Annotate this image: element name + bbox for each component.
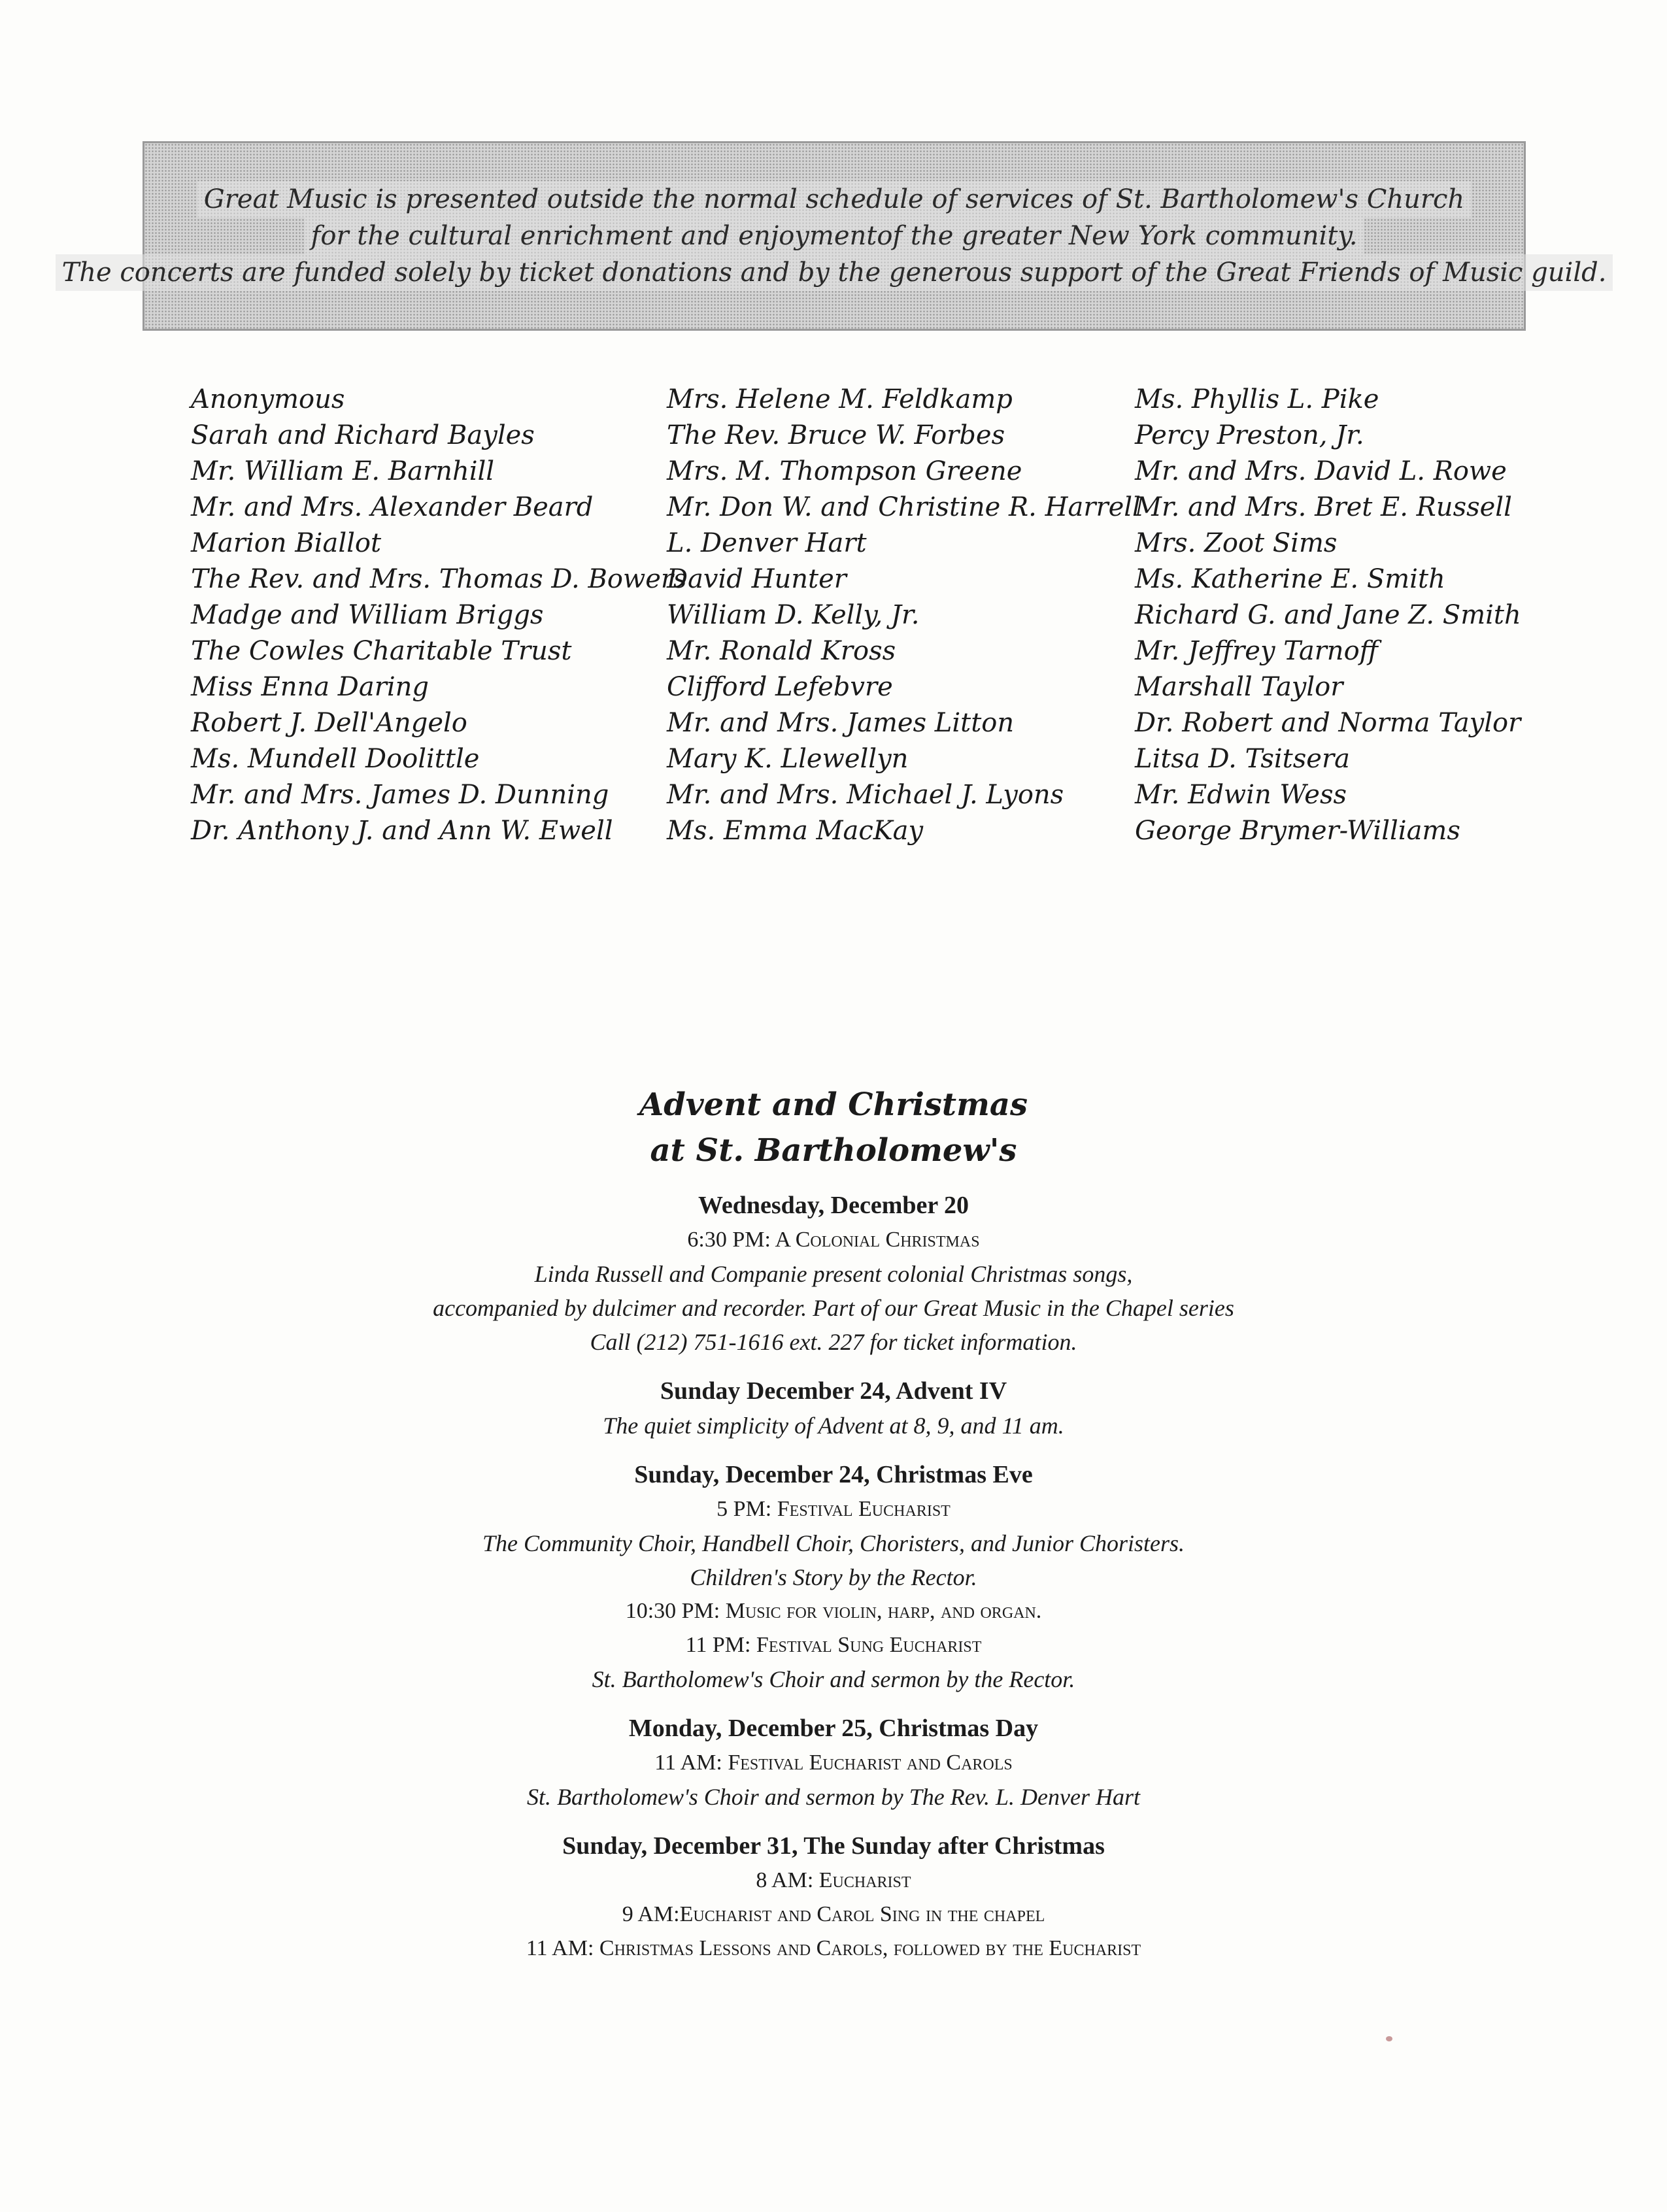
event-heading: Sunday, December 31, The Sunday after Christmas (562, 1832, 1105, 1860)
donor-name: Marion Biallot (191, 528, 382, 558)
donor-name: Mr. Edwin Wess (1135, 780, 1347, 810)
donor-name: Ms. Emma MacKay (667, 816, 924, 846)
event-line: 11 AM: Christmas Lessons and Carols, followed by the Eucharist (526, 1936, 1141, 1960)
banner-line-1: Great Music is presented outside the normal schedule of services of St. Bartholomew's Church (197, 181, 1471, 218)
event-line: 10:30 PM: Music for violin, harp, and organ. (625, 1599, 1042, 1623)
event-line: 5 PM: Festival Eucharist (716, 1497, 951, 1521)
donor-name: Mr. and Mrs. Alexander Beard (191, 492, 594, 522)
event-heading: Monday, December 25, Christmas Day (628, 1715, 1039, 1742)
donor-name: Mr. Don W. and Christine R. Harrell (667, 492, 1141, 522)
event-line: accompanied by dulcimer and recorder. Part of our Great Music in the Chapel series (433, 1295, 1234, 1321)
donor-name: Percy Preston, Jr. (1135, 420, 1364, 450)
donor-name: The Rev. Bruce W. Forbes (667, 420, 1005, 450)
donor-name: The Cowles Charitable Trust (191, 636, 572, 666)
donor-name: Mr. William E. Barnhill (191, 456, 495, 486)
donor-name: George Brymer-Williams (1135, 816, 1460, 846)
donor-column-3 (1135, 382, 1521, 849)
donor-name: Ms. Katherine E. Smith (1135, 564, 1445, 594)
donor-name: Dr. Anthony J. and Ann W. Ewell (191, 816, 613, 846)
donor-name: William D. Kelly, Jr. (667, 600, 920, 630)
event-line: 11 AM: Festival Eucharist and Carols (654, 1751, 1013, 1775)
event-line: 8 AM: Eucharist (756, 1868, 911, 1892)
donor-name: Marshall Taylor (1135, 672, 1343, 702)
donor-name: Mrs. M. Thompson Greene (667, 456, 1022, 486)
donor-name: Mary K. Llewellyn (667, 744, 909, 774)
event-line: St. Bartholomew's Choir and sermon by The Rev. L. Denver Hart (527, 1784, 1140, 1810)
schedule-subtitle: at St. Bartholomew's (650, 1132, 1017, 1169)
event-heading: Sunday December 24, Advent IV (660, 1377, 1007, 1405)
event-line: 9 AM:Eucharist and Carol Sing in the chapel (622, 1902, 1045, 1926)
donor-name: Mr. and Mrs. James Litton (667, 708, 1015, 738)
great-music-banner (61, 141, 1607, 331)
event-line: Call (212) 751-1616 ext. 227 for ticket information. (590, 1329, 1077, 1355)
event-heading: Wednesday, December 20 (698, 1192, 969, 1219)
donor-column-2 (667, 382, 1141, 849)
donor-name: Mr. Jeffrey Tarnoff (1135, 636, 1378, 666)
donor-name: L. Denver Hart (667, 528, 867, 558)
donor-name: Mrs. Helene M. Feldkamp (667, 384, 1013, 414)
event-line: The Community Choir, Handbell Choir, Choristers, and Junior Choristers. (482, 1530, 1185, 1556)
donor-name: Richard G. and Jane Z. Smith (1135, 600, 1521, 630)
donor-name: Mr. and Mrs. Bret E. Russell (1135, 492, 1512, 522)
event-heading: Sunday, December 24, Christmas Eve (634, 1461, 1033, 1488)
event-mon-dec-25 (0, 1711, 1667, 1814)
donor-name: Litsa D. Tsitsera (1135, 744, 1350, 774)
donor-name: The Rev. and Mrs. Thomas D. Bowers (191, 564, 687, 594)
event-sun-dec-24-advent (0, 1373, 1667, 1443)
donor-name: Ms. Phyllis L. Pike (1135, 384, 1379, 414)
event-sun-dec-31 (0, 1828, 1667, 1966)
donor-name: Mr. Ronald Kross (667, 636, 896, 666)
donor-name: David Hunter (667, 564, 847, 594)
donor-name: Miss Enna Daring (191, 672, 429, 702)
event-line: Children's Story by the Rector. (690, 1564, 977, 1590)
donor-name: Mr. and Mrs. David L. Rowe (1135, 456, 1507, 486)
donor-name: Madge and William Briggs (191, 600, 544, 630)
donor-column-1 (191, 382, 687, 849)
donor-name: Robert J. Dell'Angelo (191, 708, 467, 738)
donor-name: Mr. and Mrs. James D. Dunning (191, 780, 609, 810)
donor-name: Dr. Robert and Norma Taylor (1135, 708, 1521, 738)
donor-name: Ms. Mundell Doolittle (191, 744, 480, 774)
schedule-title: Advent and Christmas (639, 1086, 1028, 1123)
event-line: The quiet simplicity of Advent at 8, 9, and 11 am. (603, 1413, 1064, 1439)
event-line: 6:30 PM: A Colonial Christmas (687, 1228, 980, 1252)
donor-name: Sarah and Richard Bayles (191, 420, 535, 450)
donor-name: Mr. and Mrs. Michael J. Lyons (667, 780, 1064, 810)
paper-speck (1386, 2036, 1392, 2041)
banner-line-3: The concerts are funded solely by ticket donations and by the generous support of the Great Friends of Music guild. (56, 254, 1613, 291)
event-line: 11 PM: Festival Sung Eucharist (685, 1633, 982, 1657)
advent-christmas-schedule (0, 1082, 1667, 1966)
donor-name: Anonymous (191, 384, 345, 414)
banner-line-2: for the cultural enrichment and enjoymentof the greater New York community. (305, 218, 1364, 254)
donor-name: Mrs. Zoot Sims (1135, 528, 1338, 558)
event-wed-dec-20 (0, 1188, 1667, 1359)
donor-name: Clifford Lefebvre (667, 672, 893, 702)
event-sun-dec-24-christmas-eve (0, 1457, 1667, 1696)
event-line: St. Bartholomew's Choir and sermon by the Rector. (592, 1666, 1075, 1692)
event-line: Linda Russell and Companie present colonial Christmas songs, (534, 1261, 1133, 1287)
